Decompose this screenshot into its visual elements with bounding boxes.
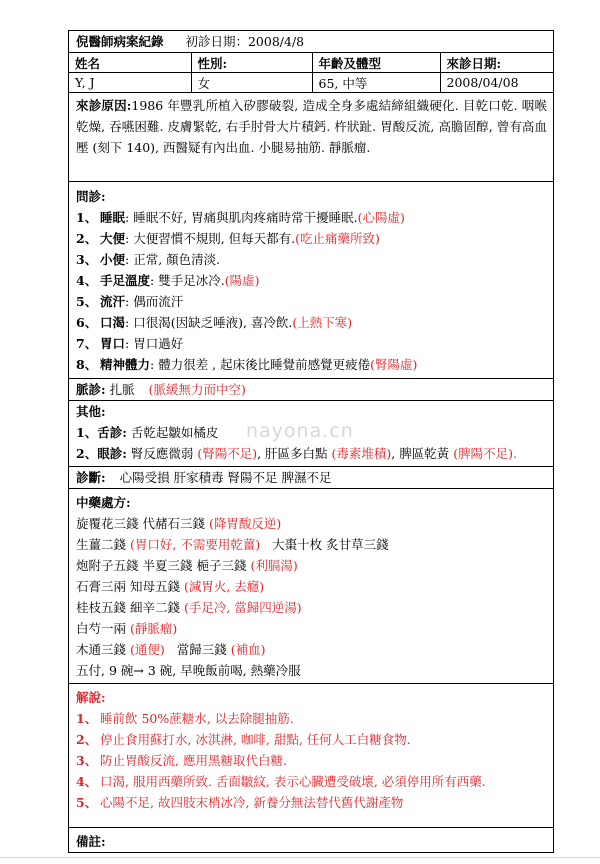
- inquiry-item-num: 7、: [76, 336, 98, 351]
- title-row: [69, 31, 553, 53]
- herb-note: (胃口好, 不需要用乾薑): [130, 537, 261, 552]
- explanation-item-text: 停止食用蘇打水, 冰淇淋, 咖啡, 甜點, 任何人工白糖食物.: [100, 732, 411, 747]
- pulse-note: (脈緩無力而中空): [148, 382, 246, 397]
- herb-note: (靜脈瘤): [130, 621, 178, 636]
- prescription-label: 中藥處方:: [76, 495, 131, 510]
- inquiry-item-label: 口渴: [100, 315, 126, 330]
- diagnosis-text: 心陽受損 肝家積毒 腎陽不足 脾濕不足: [119, 470, 332, 485]
- prescription-line: [69, 534, 553, 555]
- explanation-item-num: 5、: [76, 795, 98, 810]
- explanation-item-text: 睡前飲 50%蔗糖水, 以去除腿抽筋.: [100, 711, 294, 726]
- eye-text-2: , 肝區多白點: [257, 446, 328, 461]
- inquiry-item-label: 手足溫度: [100, 273, 151, 288]
- inquiry-item-note: (上熱下寒): [292, 315, 353, 330]
- diagnosis-section: [69, 467, 553, 489]
- inquiry-item-text: : 睡眠不好, 胃痛與肌肉疼痛時常干擾睡眠.: [125, 210, 358, 225]
- visit-date-header: 來診日期:: [440, 53, 553, 73]
- name-header: 姓名: [69, 53, 191, 73]
- inquiry-item-num: 6、: [76, 315, 98, 330]
- herb-text: 石膏三兩 知母五錢: [76, 579, 180, 594]
- herb-text-2: 當歸三錢: [176, 642, 227, 657]
- inquiry-item-text: : 正常, 顏色清淡.: [125, 252, 221, 267]
- inquiry-item-text: : 大便習慣不規則, 但每天都有.: [125, 231, 296, 246]
- explanation-item: [69, 729, 553, 750]
- record-title: 倪醫師病案紀錄: [76, 34, 164, 49]
- first-visit-date: 初診日期：2008/4/8: [185, 34, 305, 49]
- herb-note: (手足冷, 當歸四逆湯): [183, 600, 302, 615]
- prescription-section: [69, 489, 553, 684]
- page-bottom-rule: [0, 857, 600, 858]
- patient-info-table: [69, 53, 553, 92]
- reason-label: 來診原因:: [76, 98, 132, 113]
- age-value: 65, 中等: [312, 73, 440, 93]
- gender-header: 性別:: [191, 53, 312, 73]
- inquiry-list: [69, 207, 553, 375]
- prescription-line: [69, 660, 553, 681]
- inquiry-item-text: : 胃口過好: [125, 336, 184, 351]
- info-header-row: [69, 53, 553, 73]
- inquiry-item: [69, 333, 553, 354]
- inquiry-item-text: : 雙手足冰冷.: [150, 273, 225, 288]
- explanation-item-num: 4、: [76, 774, 98, 789]
- inquiry-item-note: (心陽虛): [357, 210, 405, 225]
- herb-text: 五付, 9 碗→ 3 碗, 早晚飯前喝, 熱藥冷服: [76, 663, 301, 678]
- inquiry-item-num: 2、: [76, 231, 98, 246]
- inquiry-item-label: 小便: [100, 252, 126, 267]
- inquiry-item-num: 1、: [76, 210, 98, 225]
- explanation-item: [69, 792, 553, 813]
- inquiry-item-text: : 體力很差 , 起床後比睡覺前感覺更疲倦: [150, 357, 371, 372]
- inquiry-item: [69, 249, 553, 270]
- remarks-label: 備註:: [76, 834, 106, 849]
- inquiry-item-note: (腎陽虛): [370, 357, 418, 372]
- reason-section: [69, 93, 553, 182]
- prescription-line: [69, 618, 553, 639]
- eye-note-1: (腎陽不足): [197, 446, 258, 461]
- prescription-line: [69, 597, 553, 618]
- inquiry-item: [69, 270, 553, 291]
- pulse-text: 扎脈: [109, 382, 135, 397]
- diagnosis-label: 診斷:: [76, 470, 106, 485]
- prescription-line: [69, 513, 553, 534]
- tongue-text: 舌乾起皺如橘皮: [130, 425, 219, 440]
- herb-note-2: (補血): [230, 642, 266, 657]
- inquiry-item-note: (吃止痛藥所致): [295, 231, 380, 246]
- explanation-list: [69, 708, 553, 813]
- inquiry-item-label: 睡眠: [100, 210, 126, 225]
- inquiry-item: [69, 228, 553, 249]
- explanation-item-text: 口渴, 服用西藥所致. 舌面皺紋, 表示心臟遭受破壞, 必須停用所有西藥.: [100, 774, 486, 789]
- prescription-line: [69, 555, 553, 576]
- pulse-label: 脈診:: [76, 382, 106, 397]
- reason-paragraph: [69, 93, 553, 161]
- inquiry-item-label: 胃口: [100, 336, 126, 351]
- inquiry-item-text: : 口很渴(因缺乏唾液), 喜冷飲.: [125, 315, 293, 330]
- herb-text: 炮附子五錢 半夏三錢 梔子三錢: [76, 558, 247, 573]
- herb-text: 木通三錢: [76, 642, 127, 657]
- inquiry-item-num: 5、: [76, 294, 98, 309]
- patient-info: [69, 53, 553, 93]
- inquiry-item: [69, 207, 553, 228]
- eye-text-1: 腎反應微弱: [130, 446, 194, 461]
- inquiry-item-num: 4、: [76, 273, 98, 288]
- inquiry-item: [69, 312, 553, 333]
- tongue-num: 1、: [76, 425, 98, 440]
- explanation-item: [69, 708, 553, 729]
- inquiry-item-num: 8、: [76, 357, 98, 372]
- eye-text-3: , 脾區乾黃: [391, 446, 450, 461]
- explanation-item-num: 3、: [76, 753, 98, 768]
- explanation-item-num: 1、: [76, 711, 98, 726]
- remarks-section: [69, 828, 553, 852]
- herb-note: (通便): [130, 642, 165, 657]
- herb-note: (利膈湯): [250, 558, 298, 573]
- reason-text: 1986 年豐乳所植入矽膠破裂, 造成全身多處結締組織硬化. 目乾口乾. 咽喉乾燥, 吞嚥困難. 皮膚緊乾, 右手肘骨大片積鈣. 杵狀趾. 胃酸反流, 高膽固醇, 曾有高血壓 (刻下 140), 西醫疑有內出血. 小腿易抽筋. 靜脈瘤.: [76, 98, 547, 155]
- herb-text: 白芍一兩: [76, 621, 127, 636]
- herb-text: 桂枝五錢 細辛二錢: [76, 600, 180, 615]
- inquiry-item-num: 3、: [76, 252, 98, 267]
- herb-text: 生薑二錢: [76, 537, 127, 552]
- tongue-label: 舌診:: [97, 425, 127, 440]
- prescription-line: [69, 576, 553, 597]
- inquiry-item: [69, 291, 553, 312]
- explanation-item: [69, 750, 553, 771]
- inquiry-item-label: 精神體力: [100, 357, 151, 372]
- prescription-list: [69, 513, 553, 681]
- explanation-item-text: 心陽不足, 故四肢末梢冰冷, 新養分無法替代舊代謝產物: [100, 795, 404, 810]
- explanation-item: [69, 771, 553, 792]
- eye-item: [69, 443, 553, 464]
- inquiry-item: [69, 354, 553, 375]
- explanation-label: 解說:: [76, 690, 106, 705]
- age-header: 年齡及體型: [312, 53, 440, 73]
- other-label: 其他:: [76, 404, 106, 419]
- eye-note-3: (脾陽不足): [453, 446, 513, 461]
- herb-note: (減胃火, 去癮): [183, 579, 265, 594]
- visit-date-value: 2008/04/08: [446, 75, 519, 90]
- herb-text-2: 大棗十枚 炙甘草三錢: [272, 537, 389, 552]
- eye-end: .: [512, 446, 517, 461]
- explanation-section: [69, 684, 553, 828]
- name-value: Y, J: [69, 73, 191, 93]
- inquiry-item-text: : 偶而流汗: [125, 294, 184, 309]
- info-value-row: [69, 73, 553, 93]
- gender-value: 女: [191, 73, 312, 93]
- watermark: nayona.cn: [246, 420, 354, 442]
- herb-note: (降胃酸反逆): [208, 516, 282, 531]
- explanation-item-text: 防止胃酸反流, 應用黑糖取代白糖.: [100, 753, 287, 768]
- inquiry-section: [69, 182, 553, 379]
- eye-label: 眼診:: [97, 446, 127, 461]
- herb-text: 旋覆花三錢 代赭石三錢: [76, 516, 205, 531]
- eye-note-2: (毒素堆積): [331, 446, 392, 461]
- inquiry-item-label: 大便: [100, 231, 126, 246]
- inquiry-item-label: 流汗: [100, 294, 126, 309]
- eye-num: 2、: [76, 446, 98, 461]
- pulse-section: [69, 379, 553, 401]
- prescription-line: [69, 639, 553, 660]
- explanation-item-num: 2、: [76, 732, 98, 747]
- inquiry-item-note: (陽虛): [224, 273, 260, 288]
- inquiry-label: 問診:: [76, 189, 106, 204]
